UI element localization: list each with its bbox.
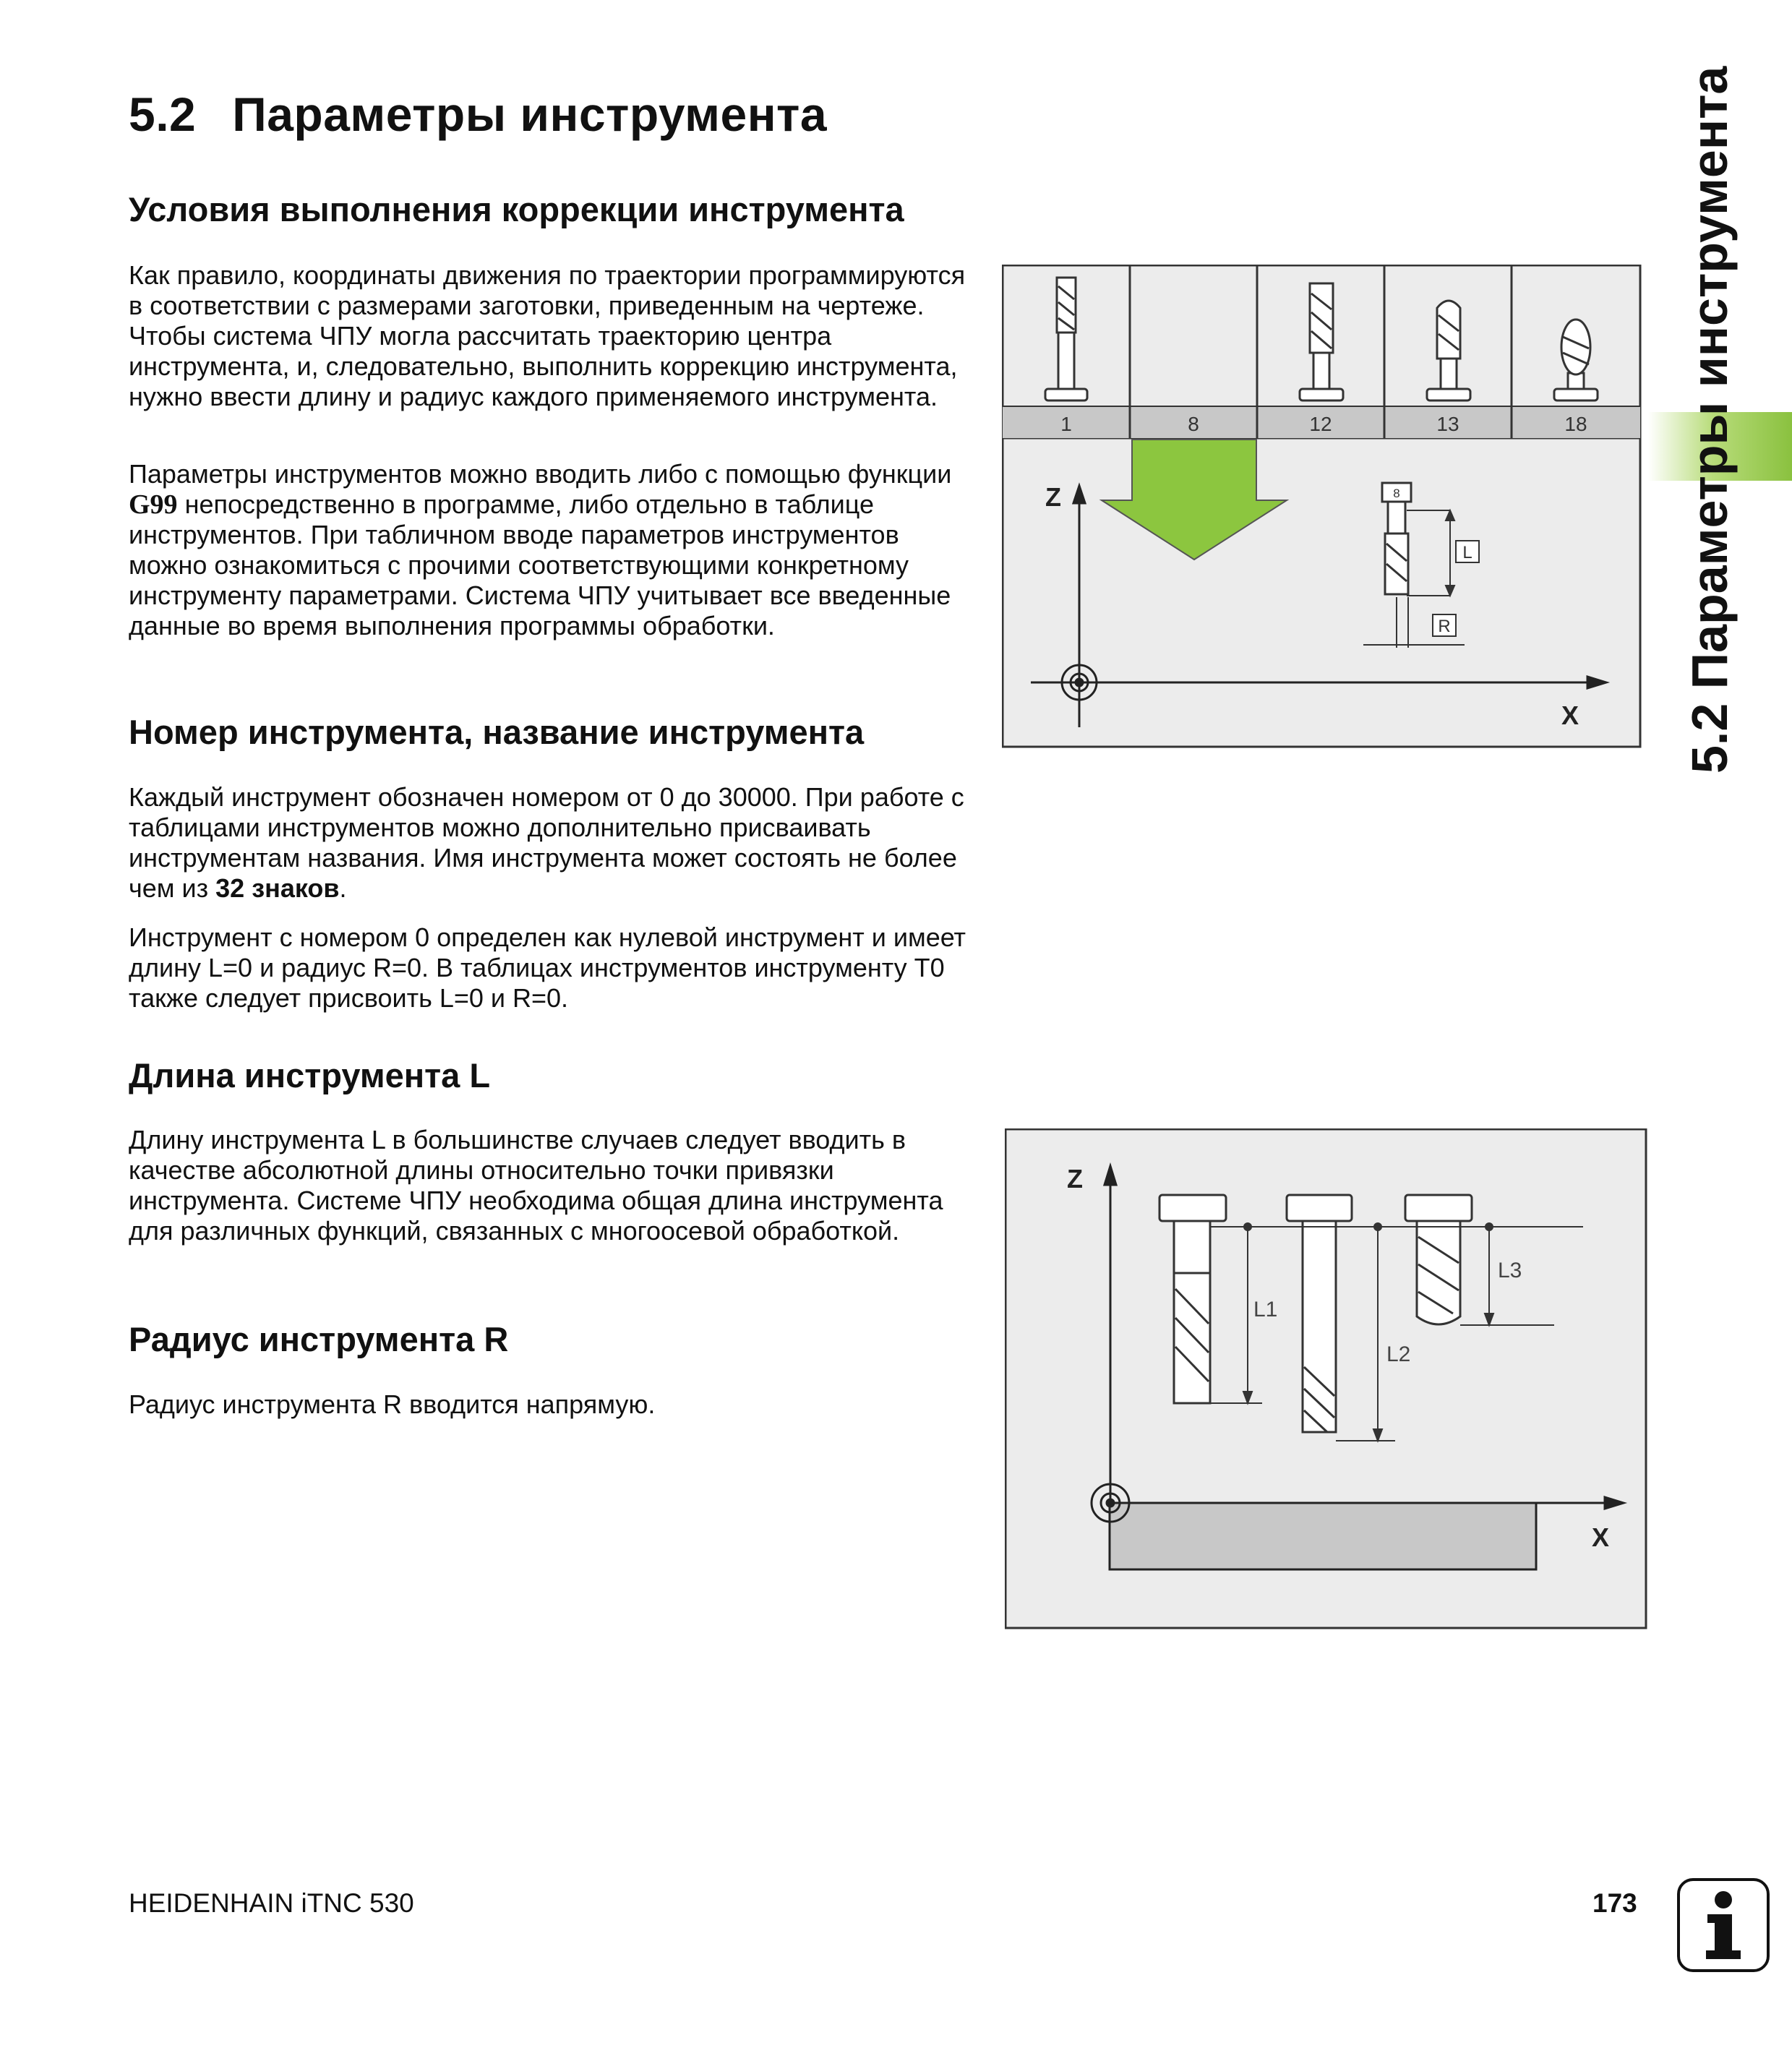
paragraph-tool-length: Длину инструмента L в большинстве случаев следует вводить в качестве абсолютной длины относительно точки привязки инструмента. Системе ЧПУ необходима общая длина инструмента для различных функций, связанных с многоосевой обработкой. xyxy=(129,1125,943,1246)
text-run: непосредственно в программе, либо отдельно в таблице инструментов. При табличном вводе параметров инструментов можно ознакомиться с прочими соответствующими конкретному инструменту параметрами. Система ЧПУ учитывает все введенные данные во время выполнения программы обработки. xyxy=(129,489,951,640)
side-chapter-title: 5.2 Параметры инструмента xyxy=(1681,66,1738,774)
section-heading-correction: Условия выполнения коррекции инструмента xyxy=(129,190,904,228)
function-code: G99 xyxy=(129,489,178,520)
info-icon xyxy=(1677,1878,1770,1972)
text-run: Каждый инструмент обозначен номером от 0 до 30000. При работе с таблицами инструментов можно дополнительно присваивать инструментам названия. Имя инструмента может состоять не более чем из xyxy=(129,782,964,903)
section-heading-tool-length: Длина инструмента L xyxy=(129,1056,491,1094)
workpiece xyxy=(1110,1503,1536,1569)
tool-number-18: 18 xyxy=(1564,413,1587,435)
axis-z-label: Z xyxy=(1045,482,1061,512)
paragraph-tool-radius: Радиус инструмента R вводится напрямую. xyxy=(129,1389,656,1419)
title-number: 5.2 xyxy=(129,87,197,141)
page-title xyxy=(129,87,827,142)
paragraph-correction-2 xyxy=(129,459,978,641)
dimension-label-l1: L1 xyxy=(1253,1298,1278,1321)
tool-length-figure xyxy=(1005,1128,1648,1630)
tool-number-12: 12 xyxy=(1309,413,1332,435)
radius-label: R xyxy=(1438,617,1451,636)
paragraph-tool-number-1 xyxy=(129,782,978,904)
length-label: L xyxy=(1462,543,1472,562)
dimension-label-l3: L3 xyxy=(1498,1259,1522,1282)
axis-x-label: X xyxy=(1561,700,1579,730)
text-run: . xyxy=(339,873,347,903)
tool-number-1: 1 xyxy=(1060,413,1072,435)
text-run: Параметры инструментов можно вводить либо с помощью функции xyxy=(129,459,952,489)
paragraph-correction-1: Как правило, координаты движения по траектории программируются в соответствии с размерами заготовки, приведенным на чертеже. Чтобы система ЧПУ могла рассчитать траекторию центра инструмента, и, следовательно, выполнить коррекцию инструмента, нужно ввести длину и радиус каждого применяемого инструмента. xyxy=(129,260,966,411)
dimension-label-l2: L2 xyxy=(1386,1342,1411,1366)
axis-x-label: X xyxy=(1592,1522,1610,1552)
paragraph-tool-number-2: Инструмент с номером 0 определен как нулевой инструмент и имеет длину L=0 и радиус R=0. В таблицах инструментов инструменту T0 также следует присвоить L=0 и R=0. xyxy=(129,922,966,1013)
tool-detail-number: 8 xyxy=(1393,487,1400,500)
section-heading-tool-number: Номер инструмента, название инструмента xyxy=(129,713,865,751)
tool-number-13: 13 xyxy=(1436,413,1459,435)
tool-table-figure xyxy=(1002,265,1642,749)
axis-z-label: Z xyxy=(1067,1164,1083,1194)
bold-run: 32 знаков xyxy=(215,873,340,903)
title-text: Параметры инструмента xyxy=(232,87,828,141)
footer-product: HEIDENHAIN iTNC 530 xyxy=(129,1888,414,1918)
tool-number-8: 8 xyxy=(1188,413,1199,435)
section-heading-tool-radius: Радиус инструмента R xyxy=(129,1320,509,1358)
page-number: 173 xyxy=(1592,1888,1637,1918)
